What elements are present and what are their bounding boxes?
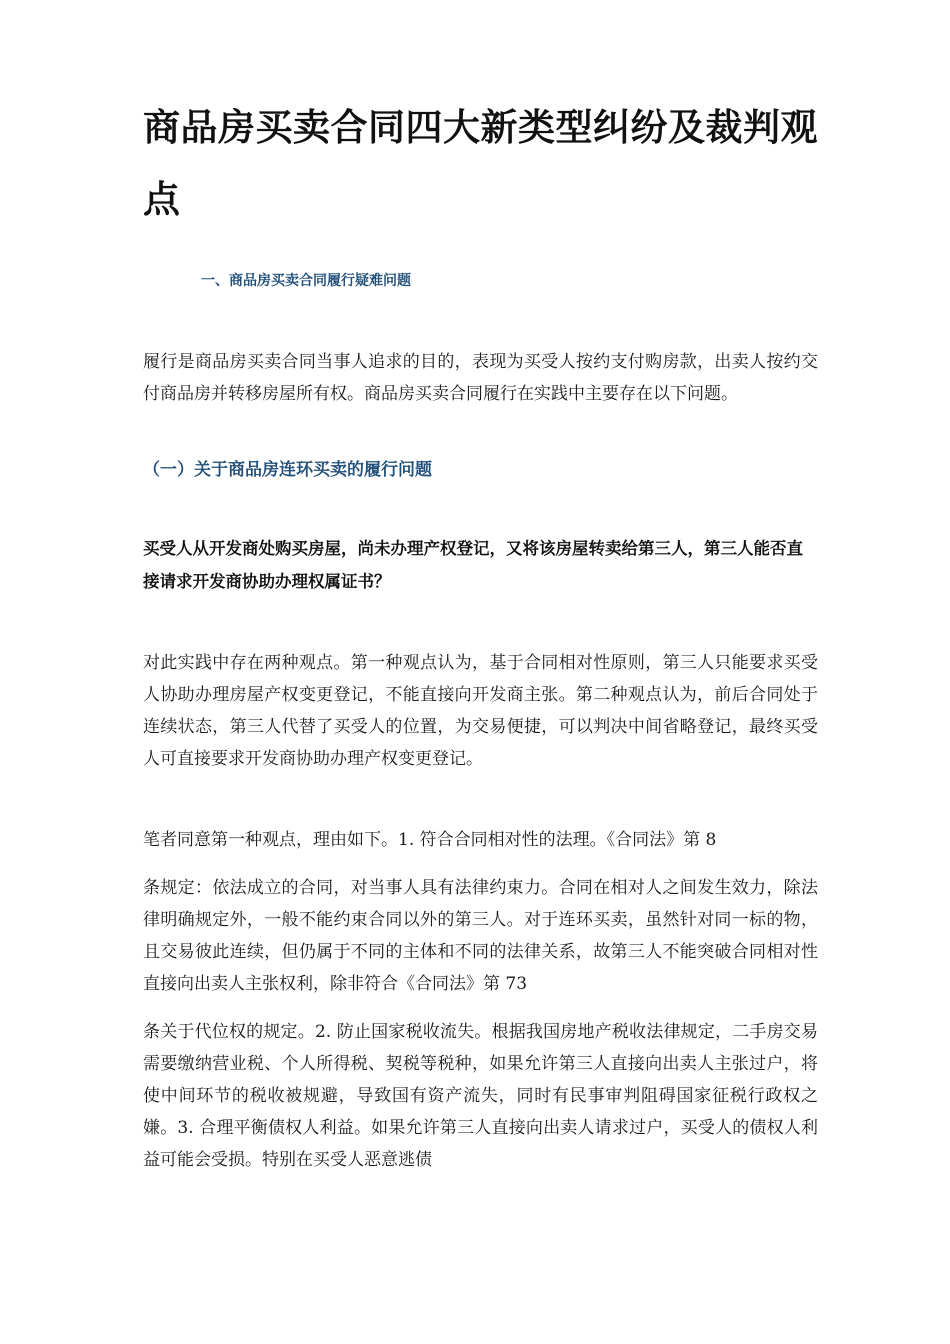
intro-paragraph: 履行是商品房买卖合同当事人追求的目的，表现为买受人按约支付购房款，出卖人按约交付商品房并转移房屋所有权。商品房买卖合同履行在实践中主要存在以下问题。 [143,352,818,404]
section-heading: 一、商品房买卖合同履行疑难问题 [201,273,411,289]
sub-heading: （一）关于商品房连环买卖的履行问题 [143,460,432,480]
document-body [143,92,818,1176]
reasons-paragraph: 条关于代位权的规定。2. 防止国家税收流失。根据我国房地产税收法律规定，二手房交易需要缴纳营业税、个人所得税、契税等税种，如果允许第三人直接向出卖人主张过户，将使中间环节的税收被规避，导致国有资产流失，同时有民事审判阻碍国家征税行政权之嫌。3. 合理平衡债权人利益。如果允许第三人直接向出卖人请求过户，买受人的债权人利益可能会受损。特别在买受人恶意逃债 [143,1022,818,1170]
contract-law-paragraph: 条规定：依法成立的合同，对当事人具有法律约束力。合同在相对人之间发生效力，除法律明确规定外，一般不能约束合同以外的第三人。对于连环买卖，虽然针对同一标的物，且交易彼此连续，但仍属于不同的主体和不同的法律关系，故第三人不能突破合同相对性直接向出卖人主张权利，除非符合《合同法》第 73 [143,878,818,994]
author-view-paragraph: 笔者同意第一种观点，理由如下。1. 符合合同相对性的法理。《合同法》第 8 [143,830,717,850]
opinion-paragraph: 对此实践中存在两种观点。第一种观点认为，基于合同相对性原则，第三人只能要求买受人协助办理房屋产权变更登记，不能直接向开发商主张。第二种观点认为，前后合同处于连续状态，第三人代替了买受人的位置，为交易便捷，可以判决中间省略登记，最终买受人可直接要求开发商协助办理产权变更登记。 [143,653,818,769]
document-title: 商品房买卖合同四大新类型纠纷及裁判观点 [143,106,818,221]
question-text: 买受人从开发商处购买房屋，尚未办理产权登记，又将该房屋转卖给第三人，第三人能否直接请求开发商协助办理权属证书？ [143,539,803,591]
